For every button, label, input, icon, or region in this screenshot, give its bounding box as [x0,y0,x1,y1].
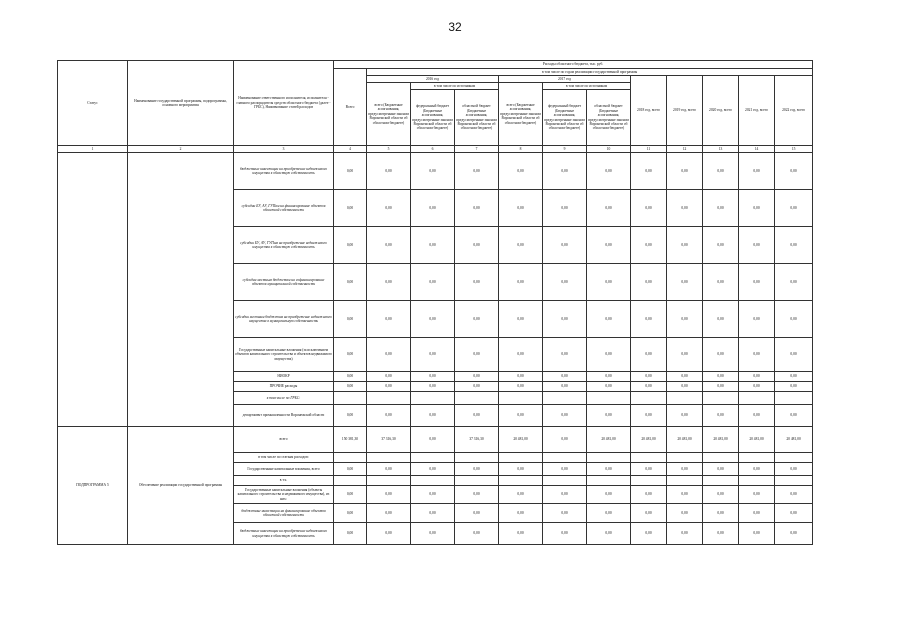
value-cell [631,453,667,463]
value-cell [631,476,667,486]
value-cell: 0,00 [775,463,813,476]
value-cell [667,476,703,486]
status-cell-continued [58,153,128,427]
budget-table-sheet [57,60,812,545]
value-cell: 0,00 [367,405,411,427]
value-cell: 0,00 [703,301,739,338]
column-number: 11 [631,146,667,153]
header-2020: 2020 год, всего [703,76,739,146]
value-cell: 0,00 [631,523,667,545]
value-cell: 0,00 [543,504,587,523]
value-cell: 0,00 [587,372,631,382]
value-cell: 0,00 [703,227,739,264]
value-cell: 0,00 [411,227,455,264]
value-cell: 0,00 [367,190,411,227]
header-federal-2017: федеральный бюджет (Бюджетные ассигнования, предусмотренные законом Воронежской области об областном бюджете) [543,90,587,146]
value-cell: 0,00 [667,190,703,227]
value-cell [739,392,775,405]
value-cell: 0,00 [499,523,543,545]
row-description: в т.ч. [234,476,334,486]
value-cell [739,476,775,486]
value-cell [367,392,411,405]
value-cell: 0,00 [411,338,455,372]
value-cell: 0,00 [411,405,455,427]
value-cell: 0,00 [667,338,703,372]
value-cell: 0,00 [775,372,813,382]
value-cell: 0,00 [667,264,703,301]
header-2019: 2019 год, всего [667,76,703,146]
value-cell: 0,00 [587,227,631,264]
row-description: субсидии местным бюджетам на софинансирование объектов муниципальной собственности [234,264,334,301]
value-cell: 0,00 [455,523,499,545]
column-number: 2 [128,146,234,153]
value-cell: 20 481,00 [631,427,667,453]
value-cell: 0,00 [775,301,813,338]
value-cell: 0,00 [499,504,543,523]
value-cell: 0,00 [667,227,703,264]
value-cell: 0,00 [703,382,739,392]
value-cell: 0,00 [739,486,775,504]
row-description: субсидии БУ, АУ, ГУПам на приобретение недвижимого имущества в областную собственность [234,227,334,264]
value-cell: 0,00 [667,301,703,338]
value-cell: 0,00 [775,382,813,392]
value-cell: 0,00 [543,301,587,338]
value-cell: 0,00 [667,405,703,427]
value-cell: 0,00 [543,372,587,382]
value-cell: 0,00 [455,227,499,264]
header-total: Всего [334,69,367,146]
value-cell: 0,00 [367,382,411,392]
value-cell: 0,00 [587,382,631,392]
value-cell: 0,00 [739,405,775,427]
column-number: 9 [543,146,587,153]
value-cell: 0,00 [455,504,499,523]
value-cell: 0,00 [367,463,411,476]
value-cell: 0,00 [367,264,411,301]
column-number-row [58,146,813,153]
value-cell: 0,00 [587,338,631,372]
row-description: субсидии БУ, АУ, ГУПам на финансирование объектов областной собственности [234,190,334,227]
value-cell [499,453,543,463]
value-cell: 0,00 [334,463,367,476]
value-cell [543,476,587,486]
value-cell: 0,00 [667,153,703,190]
value-cell: 0,00 [775,338,813,372]
value-cell: 0,00 [703,338,739,372]
value-cell: 0,00 [455,486,499,504]
value-cell: 0,00 [411,372,455,382]
value-cell: 0,00 [775,504,813,523]
value-cell: 0,00 [455,372,499,382]
value-cell [411,476,455,486]
value-cell: 0,00 [587,405,631,427]
value-cell [775,476,813,486]
value-cell: 0,00 [543,523,587,545]
header-2021: 2021 год, всего [739,76,775,146]
value-cell: 20 481,00 [739,427,775,453]
value-cell [455,476,499,486]
column-number: 7 [455,146,499,153]
header-incl-2017: в том числе по источникам [543,83,631,90]
table-row [58,427,813,453]
header-executor: Наименование ответственного исполнителя, исполнителя - главного распорядителя средств областного бюджета (далее - ГРБС), Наименование статей расходов [234,61,334,146]
header-2018: 2018 год, всего [631,76,667,146]
value-cell: 0,00 [411,153,455,190]
value-cell: 0,00 [499,153,543,190]
value-cell: 0,00 [587,264,631,301]
value-cell: 0,00 [543,264,587,301]
column-number: 6 [411,146,455,153]
value-cell: 0,00 [499,301,543,338]
value-cell: 0,00 [631,405,667,427]
value-cell [703,392,739,405]
header-regional-2017: областной бюджет (Бюджетные ассигнования, предусмотренные законом Воронежской области об областном бюджете) [587,90,631,146]
value-cell [367,476,411,486]
value-cell: 0,00 [587,486,631,504]
value-cell [543,392,587,405]
value-cell: 0,00 [775,405,813,427]
value-cell: 0,00 [499,382,543,392]
value-cell: 0,00 [667,486,703,504]
value-cell: 0,00 [631,486,667,504]
row-description: бюджетные инвестиции на приобретение недвижимого имущества в областную собственность [234,153,334,190]
value-cell: 0,00 [631,301,667,338]
value-cell: 0,00 [543,382,587,392]
header-regional-2016: областной бюджет (Бюджетные ассигнования, предусмотренные законом Воронежской области об областном бюджете) [455,90,499,146]
value-cell: 0,00 [667,523,703,545]
value-cell: 0,00 [543,227,587,264]
value-cell: 0,00 [499,227,543,264]
value-cell: 0,00 [703,153,739,190]
value-cell: 0,00 [667,504,703,523]
value-cell: 20 481,00 [775,427,813,453]
value-cell: 0,00 [455,301,499,338]
value-cell: 0,00 [667,382,703,392]
column-number: 4 [334,146,367,153]
value-cell: 0,00 [775,523,813,545]
value-cell [334,392,367,405]
value-cell: 0,00 [367,301,411,338]
value-cell: 0,00 [499,486,543,504]
value-cell: 0,00 [499,463,543,476]
value-cell: 0,00 [703,504,739,523]
subprogram-status: ПОДПРОГРАММА 5 [58,427,128,545]
value-cell: 0,00 [703,190,739,227]
value-cell: 0,00 [631,504,667,523]
value-cell [587,392,631,405]
value-cell: 0,00 [455,153,499,190]
value-cell: 20 481,00 [703,427,739,453]
row-description: субсидии местным бюджетам на приобретение недвижимого имущества в муниципальную собственность [234,301,334,338]
value-cell [587,476,631,486]
header-federal-2016: федеральный бюджет (Бюджетные ассигнования, предусмотренные законом Воронежской области об областном бюджете) [411,90,455,146]
value-cell: 0,00 [775,153,813,190]
value-cell [775,392,813,405]
header-status: Статус [58,61,128,146]
value-cell: 0,00 [587,504,631,523]
value-cell: 0,00 [334,301,367,338]
value-cell: 0,00 [334,153,367,190]
column-number: 10 [587,146,631,153]
value-cell: 0,00 [631,463,667,476]
value-cell: 0,00 [543,405,587,427]
value-cell: 0,00 [775,190,813,227]
value-cell: 0,00 [631,227,667,264]
value-cell: 150 381,30 [334,427,367,453]
value-cell: 0,00 [739,463,775,476]
value-cell [455,453,499,463]
value-cell: 0,00 [739,382,775,392]
value-cell: 0,00 [703,463,739,476]
value-cell: 0,00 [703,372,739,382]
column-number: 12 [667,146,703,153]
value-cell: 0,00 [334,486,367,504]
value-cell [455,392,499,405]
value-cell: 0,00 [411,486,455,504]
value-cell [703,476,739,486]
column-number: 13 [703,146,739,153]
value-cell: 0,00 [411,523,455,545]
value-cell: 0,00 [587,301,631,338]
value-cell: 0,00 [739,372,775,382]
value-cell: 0,00 [703,523,739,545]
value-cell: 0,00 [499,190,543,227]
row-description: департамент промышленности Воронежской области [234,405,334,427]
value-cell: 0,00 [455,405,499,427]
value-cell [367,453,411,463]
row-description: в том числе по ГРБС: [234,392,334,405]
budget-table [57,60,813,545]
value-cell: 0,00 [739,153,775,190]
value-cell: 20 481,00 [587,427,631,453]
value-cell: 0,00 [739,301,775,338]
value-cell [587,453,631,463]
value-cell [334,453,367,463]
value-cell: 0,00 [631,190,667,227]
column-number: 1 [58,146,128,153]
value-cell: 0,00 [775,227,813,264]
value-cell: 0,00 [334,264,367,301]
value-cell: 0,00 [775,486,813,504]
value-cell: 0,00 [455,264,499,301]
row-description: Государственные капитальные вложения (объекты капитального строительства и недвижимого имущества), из них: [234,486,334,504]
value-cell: 0,00 [703,405,739,427]
value-cell: 0,00 [631,153,667,190]
value-cell: 0,00 [499,338,543,372]
value-cell: 0,00 [667,372,703,382]
name-cell-continued [128,153,234,427]
value-cell: 0,00 [631,382,667,392]
header-year-2017: 2017 год [499,76,631,83]
header-program-sub: в том числе по годам реализации государственной программы [367,69,813,76]
value-cell: 37 316,30 [455,427,499,453]
header-year-2016: 2016 год [367,76,499,83]
value-cell: 0,00 [411,504,455,523]
value-cell: 0,00 [411,463,455,476]
value-cell: 0,00 [739,227,775,264]
value-cell: 0,00 [455,190,499,227]
value-cell [411,453,455,463]
value-cell: 0,00 [543,338,587,372]
header-total-2017: всего (Бюджетные ассигнования, предусмотренные законом Воронежской области об областном бюджете) [499,83,543,146]
value-cell: 0,00 [631,372,667,382]
column-number: 14 [739,146,775,153]
value-cell: 0,00 [334,372,367,382]
value-cell: 0,00 [367,153,411,190]
value-cell: 0,00 [543,463,587,476]
row-description: всего [234,427,334,453]
value-cell: 0,00 [703,264,739,301]
value-cell: 0,00 [499,405,543,427]
value-cell: 0,00 [739,523,775,545]
value-cell: 0,00 [499,264,543,301]
value-cell [739,453,775,463]
row-description: Государственные капитальные вложения (за исключением объектов капитального строительства и объектов недвижимого имущества) [234,338,334,372]
value-cell [499,476,543,486]
value-cell: 0,00 [739,190,775,227]
value-cell: 0,00 [411,427,455,453]
header-program-name: Наименование государственной программы, подпрограммы, основного мероприятия [128,61,234,146]
value-cell: 0,00 [587,190,631,227]
value-cell [703,453,739,463]
value-cell: 0,00 [367,338,411,372]
value-cell: 37 316,30 [367,427,411,453]
value-cell: 0,00 [775,264,813,301]
value-cell [667,453,703,463]
column-number: 8 [499,146,543,153]
value-cell [334,476,367,486]
value-cell: 0,00 [499,372,543,382]
value-cell: 0,00 [411,382,455,392]
value-cell: 0,00 [455,382,499,392]
value-cell: 0,00 [411,301,455,338]
value-cell: 0,00 [455,338,499,372]
value-cell: 0,00 [543,190,587,227]
value-cell: 0,00 [367,372,411,382]
value-cell [667,392,703,405]
value-cell: 0,00 [703,486,739,504]
row-description: бюджетные инвестиции на финансирование объектов областной собственности [234,504,334,523]
value-cell: 0,00 [367,504,411,523]
value-cell: 0,00 [334,405,367,427]
value-cell: 0,00 [334,523,367,545]
value-cell [775,453,813,463]
table-body [58,153,813,545]
subprogram-name: Обеспечение реализации государственной программы [128,427,234,545]
value-cell: 0,00 [587,463,631,476]
value-cell: 0,00 [334,382,367,392]
header-incl-2016: в том числе по источникам [411,83,499,90]
header-expenses-title: Расходы областного бюджета, тыс. руб. [334,61,813,69]
value-cell: 0,00 [411,190,455,227]
row-description: Государственные капитальные вложения, всего [234,463,334,476]
value-cell: 20 481,00 [499,427,543,453]
column-number: 3 [234,146,334,153]
value-cell: 0,00 [587,523,631,545]
value-cell: 0,00 [739,504,775,523]
value-cell: 0,00 [334,504,367,523]
value-cell: 20 481,00 [667,427,703,453]
value-cell: 0,00 [455,463,499,476]
value-cell: 0,00 [543,153,587,190]
header-total-2016: всего (Бюджетные ассигнования, предусмотренные законом Воронежской области об областном бюджете) [367,83,411,146]
row-description: в том числе по статьям расходов: [234,453,334,463]
value-cell: 0,00 [411,264,455,301]
row-description: НИОКР [234,372,334,382]
value-cell: 0,00 [334,227,367,264]
value-cell: 0,00 [543,427,587,453]
column-number: 5 [367,146,411,153]
value-cell: 0,00 [739,264,775,301]
table-row [58,153,813,190]
value-cell: 0,00 [739,338,775,372]
row-description: бюджетные инвестиции на приобретение недвижимого имущества в областную собственность [234,523,334,545]
row-description: ПРОЧИЕ расходы [234,382,334,392]
value-cell: 0,00 [543,486,587,504]
value-cell: 0,00 [631,338,667,372]
value-cell [499,392,543,405]
value-cell: 0,00 [587,153,631,190]
value-cell: 0,00 [667,463,703,476]
value-cell: 0,00 [334,190,367,227]
page-number: 32 [448,20,462,34]
value-cell: 0,00 [367,523,411,545]
value-cell [631,392,667,405]
header-2022: 2022 год, всего [775,76,813,146]
value-cell [411,392,455,405]
value-cell: 0,00 [631,264,667,301]
value-cell [543,453,587,463]
column-number: 15 [775,146,813,153]
value-cell: 0,00 [367,486,411,504]
value-cell: 0,00 [334,338,367,372]
value-cell: 0,00 [367,227,411,264]
